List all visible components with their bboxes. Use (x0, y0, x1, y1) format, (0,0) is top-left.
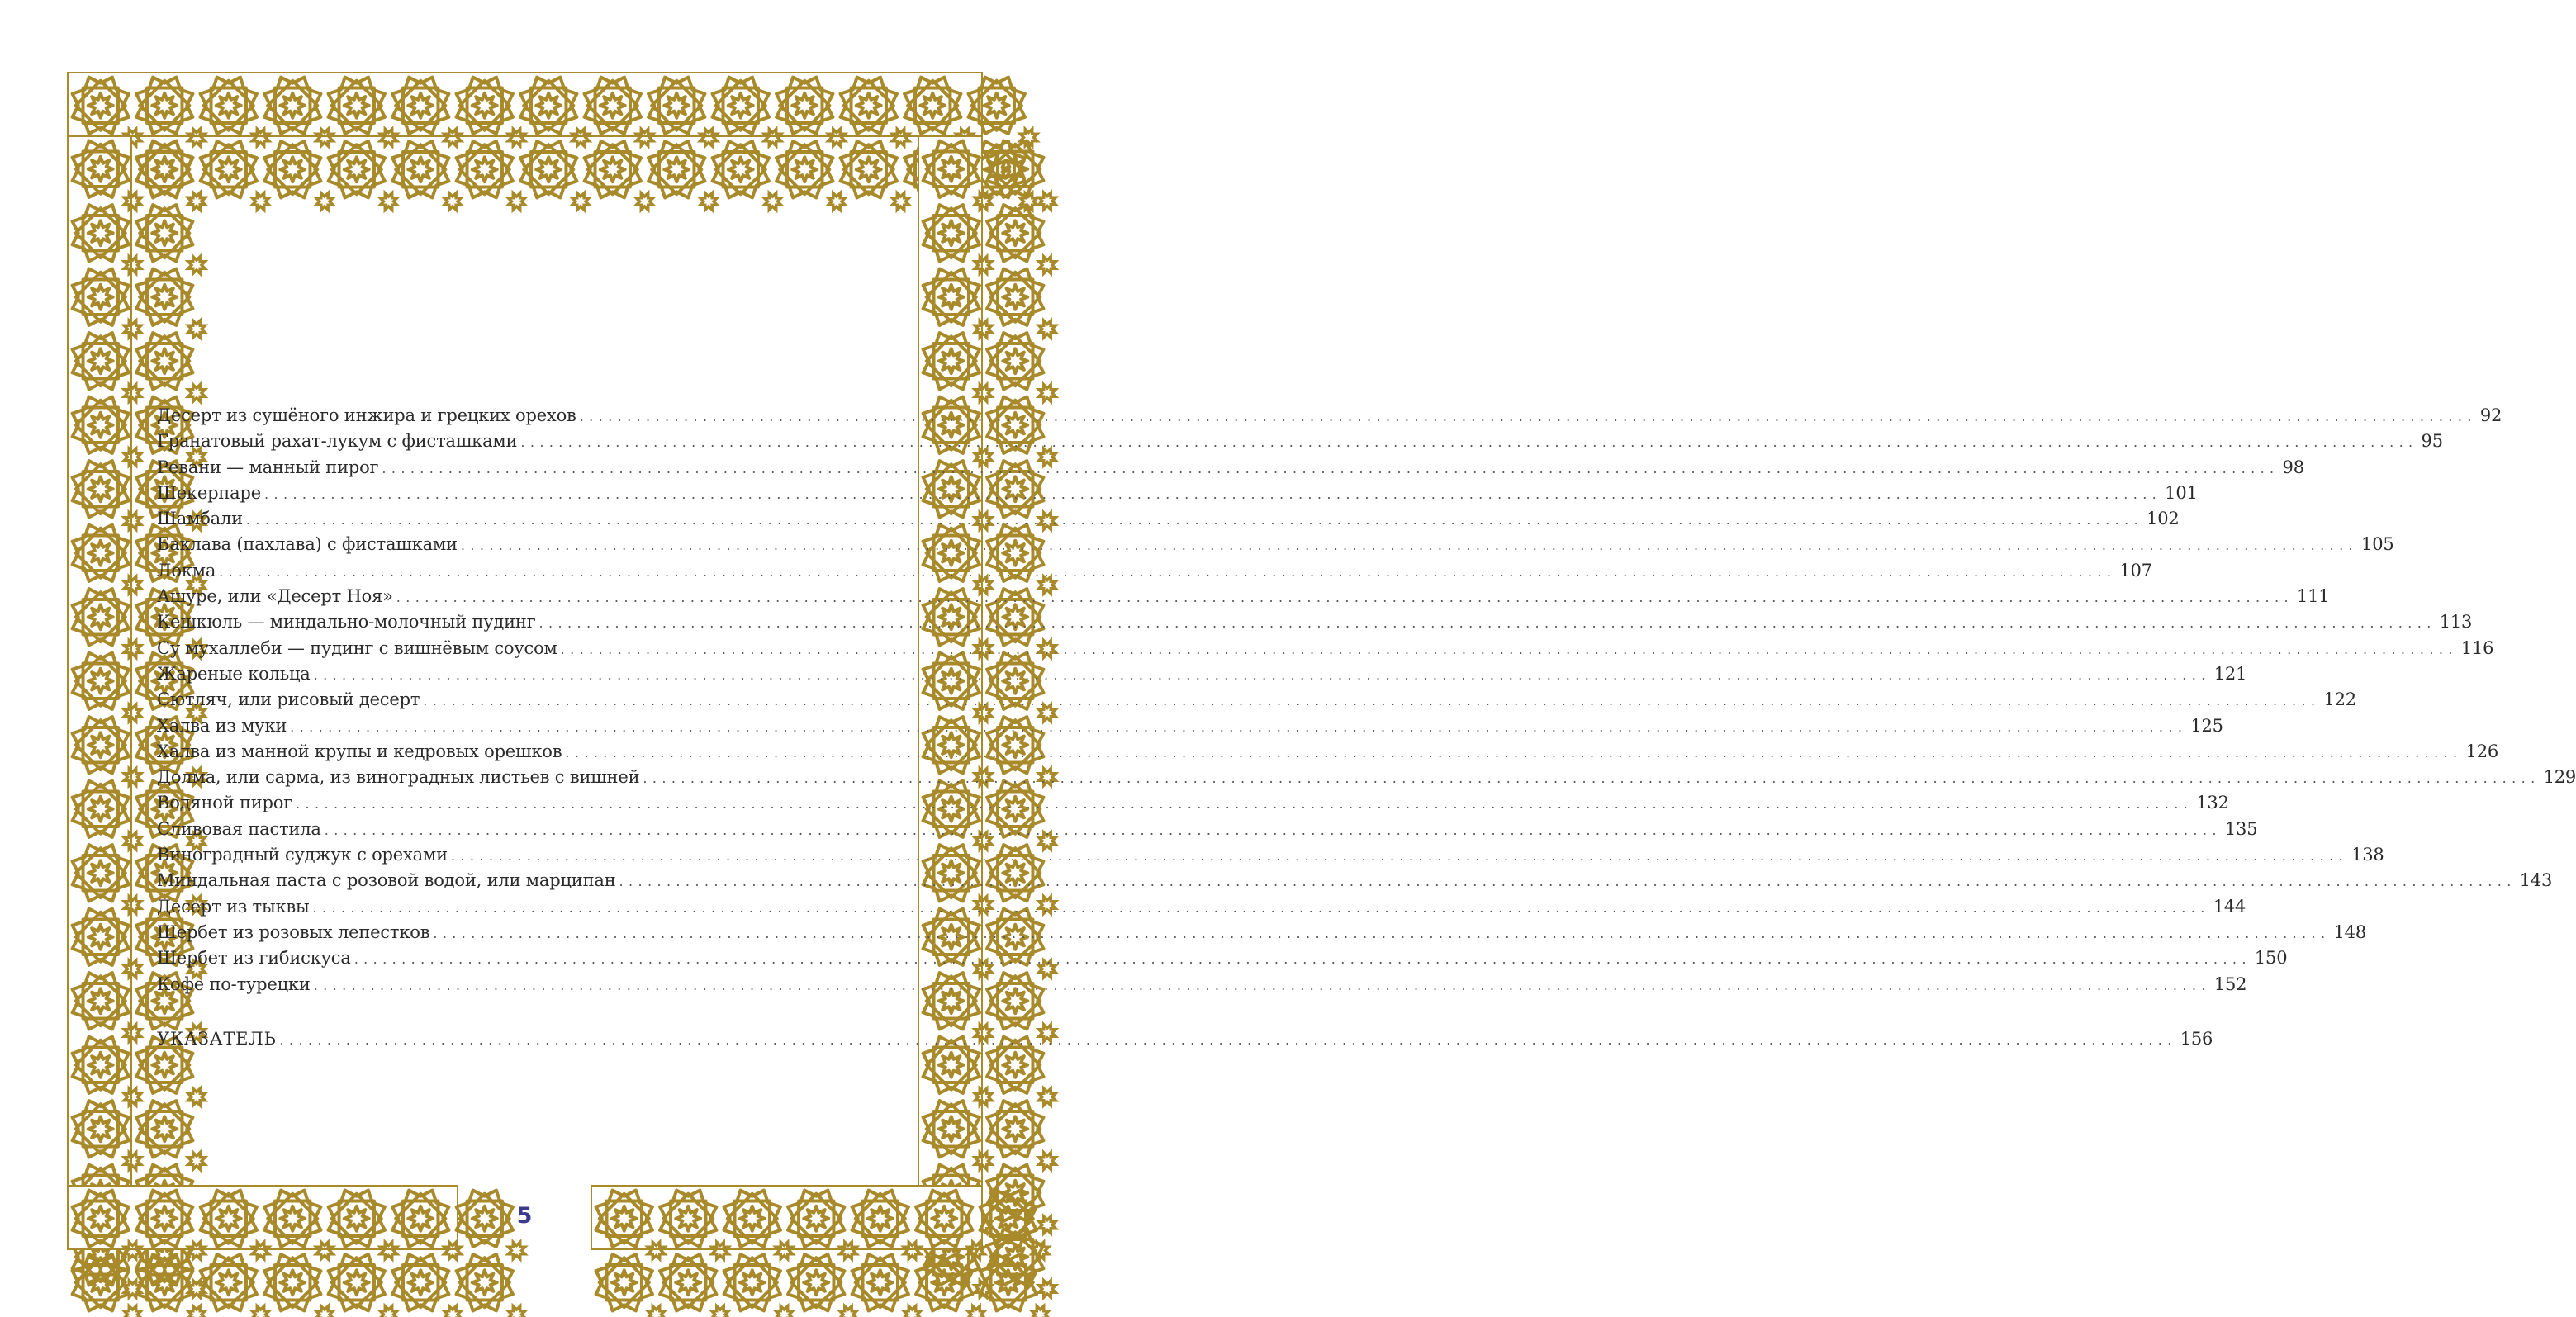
toc-entry-title: Сливовая пастила (157, 818, 321, 839)
ornament-pattern (592, 1187, 981, 1248)
toc-entry-page: 102 (2147, 509, 2180, 529)
toc-entry-page: 150 (2254, 948, 2288, 969)
toc-entry-title: Су мухаллеби — пудинг с вишнёвым соусом (157, 637, 557, 658)
toc-leader-dots: ........................................................................................................................................................................................................ (460, 538, 2359, 554)
toc-entry-page: 105 (2361, 534, 2394, 555)
toc-entry[interactable] (157, 868, 2553, 893)
toc-entry-page: 121 (2213, 663, 2247, 684)
toc-entry[interactable] (157, 429, 2443, 454)
toc-leader-dots: ........................................................................................................................................................................................................ (520, 434, 2418, 451)
toc-leader-dots: ........................................................................................................................................................................................................ (619, 874, 2517, 890)
toc-leader-dots: ........................................................................................................................................................................................................ (396, 590, 2294, 606)
toc-entry[interactable] (157, 481, 2198, 506)
toc-entry-title: Жареные кольца (157, 663, 311, 684)
toc-leader-dots: ........................................................................................................................................................................................................ (433, 925, 2331, 941)
toc-leader-dots: ........................................................................................................................................................................................................ (263, 486, 2162, 502)
toc-entry-title: Баклава (пахлава) с фисташками (157, 534, 458, 555)
toc-leader-dots: ........................................................................................................................................................................................................ (565, 744, 2463, 760)
toc-entry[interactable] (157, 455, 2304, 481)
toc-leader-dots: ........................................................................................................................................................................................................ (313, 977, 2211, 993)
toc-entry[interactable] (157, 790, 2229, 816)
toc-entry[interactable] (157, 661, 2247, 687)
toc-entry[interactable] (157, 739, 2499, 765)
toc-entry[interactable] (157, 558, 2152, 584)
toc-entry-title: Шербет из гибискуса (157, 948, 351, 969)
toc-leader-dots: ........................................................................................................................................................................................................ (423, 693, 2321, 709)
toc-entry-page: 126 (2465, 741, 2499, 761)
toc-leader-dots: ........................................................................................................................................................................................................ (579, 409, 2477, 424)
toc-entry-title: Ревани — манный пирог (157, 457, 379, 477)
toc-entry-page: 135 (2224, 818, 2258, 839)
toc-leader-dots: ........................................................................................................................................................................................................ (312, 899, 2210, 916)
toc-entry[interactable] (157, 842, 2384, 868)
toc-entry-page: 116 (2460, 637, 2494, 658)
toc-entry-page: 156 (2180, 1029, 2213, 1049)
toc-entry[interactable] (157, 403, 2502, 429)
toc-entry-page: 125 (2190, 715, 2223, 736)
toc-entry-title: Шамбали (157, 509, 243, 529)
toc-leader-dots: ........................................................................................................................................................................................................ (324, 822, 2222, 838)
ornament-border-left (67, 135, 132, 1250)
toc-entry-title: Халва из муки (157, 715, 287, 736)
toc-entry-title: Халва из манной крупы и кедровых орешков (157, 741, 562, 761)
toc-leader-dots: ........................................................................................................................................................................................................ (313, 666, 2211, 683)
toc-entry-title: Кешкюль — миндально-молочный пудинг (157, 612, 536, 632)
toc-entry[interactable] (157, 687, 2356, 713)
toc-entry-page: 132 (2196, 793, 2229, 813)
toc-leader-dots: ........................................................................................................................................................................................................ (353, 951, 2251, 968)
toc-entry[interactable] (157, 945, 2288, 971)
toc-entry-title: Гранатовый рахат-лукум с фисташками (157, 431, 518, 452)
toc-entry-index[interactable] (157, 1026, 2213, 1052)
toc-entry-page: 143 (2519, 870, 2553, 891)
toc-leader-dots: ........................................................................................................................................................................................................ (382, 460, 2279, 476)
toc-entry-title: Десерт из сушёного инжира и грецких орехов (157, 405, 576, 425)
toc-leader-dots: ........................................................................................................................................................................................................ (538, 615, 2436, 632)
ornament-border-bottom-left (67, 1185, 458, 1250)
toc-entry-page: 144 (2213, 896, 2246, 917)
toc-entry-page: 101 (2165, 482, 2198, 503)
toc-leader-dots: ........................................................................................................................................................................................................ (643, 770, 2540, 787)
toc-entry-page: 152 (2213, 974, 2247, 994)
toc-entry-page: 111 (2296, 586, 2330, 607)
ornament-pattern (69, 137, 130, 1248)
toc-entry[interactable] (157, 506, 2180, 532)
toc-entry-title: Долма, или сарма, из виноградных листьев с вишней (157, 767, 640, 788)
toc-leader-dots: ........................................................................................................................................................................................................ (290, 718, 2188, 735)
toc-entry-title: Ашуре, или «Десерт Ноя» (157, 586, 393, 607)
toc-entry-page: 95 (2421, 431, 2443, 452)
ornament-pattern (69, 73, 981, 135)
toc-entry[interactable] (157, 532, 2394, 557)
toc-entry-title: Локма (157, 560, 216, 580)
toc-leader-dots: ........................................................................................................................................................................................................ (245, 512, 2144, 528)
toc-entry-title: Миндальная паста с розовой водой, или марципан (157, 870, 616, 891)
toc-entry-page: 113 (2439, 612, 2473, 632)
toc-entry-title: Шербет из розовых лепестков (157, 921, 430, 942)
toc-entry-page: 98 (2282, 457, 2304, 477)
toc-entry-page: 148 (2333, 921, 2366, 942)
toc-leader-dots: ........................................................................................................................................................................................................ (279, 1032, 2177, 1048)
toc-entry-page: 129 (2543, 767, 2576, 788)
toc-entry-page: 138 (2351, 845, 2384, 865)
toc-entry-title: Виноградный суджук с орехами (157, 845, 448, 865)
table-of-contents (157, 403, 2576, 997)
page-number: 5 (516, 1203, 533, 1229)
toc-entry[interactable] (157, 972, 2247, 997)
toc-entry[interactable] (157, 765, 2576, 790)
toc-entry[interactable] (157, 609, 2473, 635)
toc-entry-title: Десерт из тыквы (157, 896, 310, 917)
toc-entry[interactable] (157, 636, 2494, 661)
toc-entry[interactable] (157, 894, 2246, 920)
toc-entry-title: Шекерпаре (157, 482, 261, 503)
toc-entry-page: 122 (2323, 689, 2356, 710)
toc-entry[interactable] (157, 817, 2258, 842)
toc-leader-dots: ........................................................................................................................................................................................................ (296, 796, 2194, 812)
toc-leader-dots: ........................................................................................................................................................................................................ (219, 563, 2117, 580)
toc-leader-dots: ........................................................................................................................................................................................................ (560, 641, 2458, 657)
toc-entry-page: 107 (2119, 560, 2152, 580)
toc-leader-dots: ........................................................................................................................................................................................................ (450, 848, 2349, 865)
ornament-border-top (67, 72, 983, 137)
toc-entry-title: Сютляч, или рисовый десерт (157, 689, 420, 710)
ornament-border-bottom-right (591, 1185, 983, 1250)
toc-entry-title: УКАЗАТЕЛЬ (157, 1029, 277, 1049)
toc-entry-page: 92 (2479, 405, 2502, 425)
toc-entry[interactable] (157, 584, 2330, 609)
toc-entry-title: Кофе по-турецки (157, 974, 311, 994)
toc-entry[interactable] (157, 920, 2366, 945)
toc-entry[interactable] (157, 713, 2223, 739)
ornament-pattern (69, 1187, 457, 1248)
toc-entry-title: Водяной пирог (157, 793, 293, 813)
